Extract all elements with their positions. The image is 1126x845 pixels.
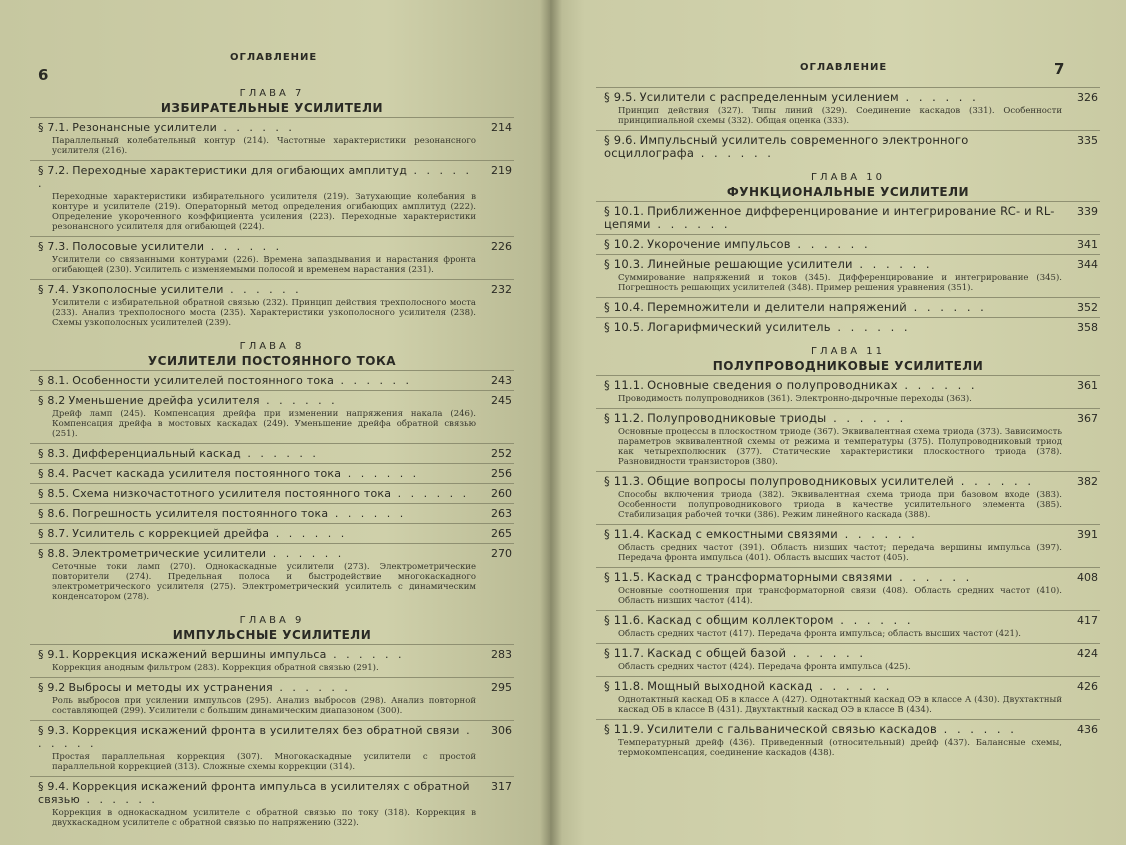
- section-summary: Температурный дрейф (436). Приведенный (относительный) дрейф (437). Балансные схемы, термокомпенсация, соединение каскадов (438).: [618, 738, 1062, 758]
- section-number: § 8.7.: [38, 527, 70, 540]
- section-summary: Область средних частот (424). Передача фронта импульса (425).: [618, 662, 911, 672]
- leader-dots: . . . . . .: [837, 527, 918, 541]
- leader-dots: . . . . . .: [38, 164, 472, 190]
- right-page-number: 7: [1054, 60, 1065, 78]
- page-reference: 352: [1077, 301, 1098, 314]
- section-summary: Суммирование напряжений и токов (345). Дифференцирование и интегрирование (345). Погрешность решающих усилителей (348). Пример решения уравнения (351).: [618, 273, 1062, 293]
- section-title: Выбросы и методы их устранения: [68, 681, 273, 694]
- section-number: § 8.6.: [38, 507, 70, 520]
- toc-entry: [30, 483, 514, 502]
- section-number: § 7.2.: [38, 164, 70, 177]
- chapter-label: ГЛАВА 9: [239, 615, 305, 626]
- section-number: § 11.8.: [604, 679, 645, 693]
- page-reference: 361: [1077, 379, 1098, 392]
- book-gutter: [540, 0, 562, 845]
- leader-dots: . . . . . .: [334, 374, 413, 387]
- left-running-header: ОГЛАВЛЕНИЕ: [230, 52, 318, 63]
- toc-entry: [30, 644, 514, 676]
- section-number: § 8.1.: [38, 374, 70, 387]
- section-title: Укорочение импульсов: [647, 237, 791, 251]
- leader-dots: . . . . . .: [328, 507, 407, 520]
- section-number: § 9.3.: [38, 724, 70, 737]
- chapter-title: ФУНКЦИОНАЛЬНЫЕ УСИЛИТЕЛИ: [726, 185, 970, 199]
- toc-entry-title: [38, 724, 476, 750]
- section-title: Усилители с распределенным усилением: [639, 90, 899, 104]
- section-title: Погрешность усилителя постоянного тока: [72, 507, 329, 520]
- section-title: Узкополосные усилители: [72, 283, 224, 296]
- section-number: § 9.6.: [604, 133, 637, 147]
- toc-entry: [30, 543, 514, 605]
- section-title: Схема низкочастотного усилителя постоянного тока: [72, 487, 392, 500]
- section-number: § 11.7.: [604, 646, 645, 660]
- toc-entry-title: [604, 614, 1062, 627]
- section-title: Полосовые усилители: [72, 240, 205, 253]
- leader-dots: . . . . . .: [341, 467, 420, 480]
- section-title: Перемножители и делители напряжений: [647, 300, 907, 314]
- toc-entry: [596, 317, 1100, 336]
- chapter-title: ПОЛУПРОВОДНИКОВЫЕ УСИЛИТЕЛИ: [712, 359, 984, 373]
- page-reference: 265: [491, 527, 512, 540]
- page-reference: 243: [491, 374, 512, 387]
- left-toc: [30, 78, 514, 831]
- section-number: § 11.3.: [604, 474, 645, 488]
- right-page: [550, 0, 1126, 845]
- page-reference: 263: [491, 507, 512, 520]
- section-title: Приближенное дифференцирование и интегрирование RC- и RL-цепями: [604, 204, 1055, 231]
- toc-entry: [596, 375, 1100, 407]
- toc-entry-title: [38, 164, 476, 190]
- section-title: Коррекция искажений фронта в усилителях без обратной связи: [72, 724, 460, 737]
- section-number: § 10.1.: [604, 204, 645, 218]
- section-number: § 9.1.: [38, 648, 70, 661]
- toc-entry: [30, 720, 514, 775]
- page-reference: 214: [491, 121, 512, 134]
- toc-entry: [596, 201, 1100, 233]
- section-number: § 10.2.: [604, 237, 645, 251]
- section-summary: Способы включения триода (382). Эквивалентная схема триода при базовом входе (383). Особенности полупроводникового триода в качестве усилительного элемента (385). Стабилизация рабочей точки (386). Режим линейного каскада (388).: [618, 490, 1062, 520]
- section-number: § 10.4.: [604, 300, 645, 314]
- leader-dots: . . . . . .: [204, 240, 283, 253]
- section-title: Усилители с гальванической связью каскадов: [647, 722, 937, 736]
- toc-entry: [596, 567, 1100, 609]
- toc-entry: [596, 676, 1100, 718]
- page-reference: 424: [1077, 647, 1098, 660]
- leader-dots: . . . . . .: [240, 447, 319, 460]
- toc-entry-title: [38, 681, 476, 694]
- section-number: § 8.5.: [38, 487, 70, 500]
- page-reference: 391: [1077, 528, 1098, 541]
- toc-entry-title: [604, 571, 1062, 584]
- chapter-heading: [596, 346, 1100, 373]
- leader-dots: . . . . . .: [830, 320, 911, 334]
- toc-entry: [596, 719, 1100, 761]
- toc-entry-title: [604, 528, 1062, 541]
- section-title: Логарифмический усилитель: [647, 320, 831, 334]
- toc-entry-title: [38, 527, 476, 540]
- toc-entry: [596, 524, 1100, 566]
- toc-entry-title: [604, 321, 1062, 334]
- leader-dots: . . . . . .: [266, 547, 345, 560]
- chapter-label: ГЛАВА 11: [810, 346, 886, 357]
- section-number: § 7.3.: [38, 240, 70, 253]
- section-number: § 7.1.: [38, 121, 70, 134]
- section-summary: Роль выбросов при усилении импульсов (295). Анализ выбросов (298). Анализ повторной составляющей (299). Усилители с большим динамическим диапазоном (300).: [52, 696, 476, 716]
- leader-dots: . . . . . .: [259, 394, 338, 407]
- chapter-heading: [30, 615, 514, 642]
- leader-dots: . . . . . .: [937, 722, 1017, 736]
- section-summary: Простая параллельная коррекция (307). Многокаскадные усилители с простой параллельной коррекцией (313). Сложные схемы коррекции (314).: [52, 752, 476, 772]
- section-title: Каскад с общей базой: [647, 646, 787, 660]
- section-summary: Усилители со связанными контурами (226). Времена запаздывания и нарастания фронта огибающей (230). Усилитель с изменяемыми полосой и временем нарастания (231).: [52, 255, 476, 275]
- page-reference: 219: [491, 164, 512, 177]
- leader-dots: . . . . . .: [898, 90, 979, 104]
- toc-entry: [596, 254, 1100, 296]
- toc-entry-title: [604, 379, 1062, 392]
- chapter-heading: [30, 88, 514, 115]
- chapter-heading: [30, 341, 514, 368]
- toc-entry-title: [38, 374, 476, 387]
- toc-entry: [596, 643, 1100, 675]
- section-title: Резонансные усилители: [72, 121, 217, 134]
- section-number: § 10.3.: [604, 257, 645, 271]
- section-summary: Коррекция в однокаскадном усилителе с обратной связью по току (318). Коррекция в двухкаскадном усилителе с обратной связью по напряжению (322).: [52, 808, 476, 828]
- section-title: Дифференциальный каскад: [72, 447, 241, 460]
- page-reference: 358: [1077, 321, 1098, 334]
- toc-entry: [30, 390, 514, 442]
- toc-entry: [30, 443, 514, 462]
- page-reference: 408: [1077, 571, 1098, 584]
- leader-dots: . . . . . .: [826, 411, 907, 425]
- toc-entry-title: [604, 412, 1062, 425]
- section-title: Уменьшение дрейфа усилителя: [68, 394, 260, 407]
- section-number: § 8.3.: [38, 447, 70, 460]
- toc-entry-title: [38, 121, 476, 134]
- toc-entry: [596, 87, 1100, 129]
- toc-entry: [30, 279, 514, 331]
- page-reference: 295: [491, 681, 512, 694]
- leader-dots: . . . . . .: [897, 378, 978, 392]
- section-title: Коррекция искажений вершины импульса: [72, 648, 327, 661]
- section-number: § 8.2: [38, 394, 66, 407]
- section-title: Каскад с емкостными связями: [647, 527, 838, 541]
- leader-dots: . . . . . .: [650, 217, 731, 231]
- leader-dots: . . . . . .: [906, 300, 987, 314]
- right-running-header: ОГЛАВЛЕНИЕ: [800, 62, 888, 73]
- toc-entry: [596, 471, 1100, 523]
- left-page: [0, 0, 550, 845]
- page-reference: 382: [1077, 475, 1098, 488]
- chapter-title: ИЗБИРАТЕЛЬНЫЕ УСИЛИТЕЛИ: [160, 101, 384, 115]
- section-title: Каскад с общим коллектором: [647, 613, 834, 627]
- leader-dots: . . . . . .: [954, 474, 1034, 488]
- toc-entry-title: [38, 447, 476, 460]
- toc-entry: [30, 503, 514, 522]
- section-summary: Область средних частот (417). Передача фронта импульса; область высших частот (421).: [618, 629, 1021, 639]
- page-reference: 367: [1077, 412, 1098, 425]
- page-reference: 339: [1077, 205, 1098, 218]
- chapter-label: ГЛАВА 7: [239, 88, 305, 99]
- section-number: § 11.1.: [604, 378, 645, 392]
- leader-dots: . . . . . .: [786, 646, 866, 660]
- section-title: Основные сведения о полупроводниках: [647, 378, 898, 392]
- page-reference: 326: [1077, 91, 1098, 104]
- toc-entry: [596, 234, 1100, 253]
- leader-dots: . . . . . .: [694, 146, 774, 160]
- toc-entry-title: [38, 487, 476, 500]
- toc-entry-title: [38, 283, 476, 296]
- toc-entry: [596, 297, 1100, 316]
- leader-dots: . . . . . .: [272, 681, 351, 694]
- toc-entry-title: [604, 238, 1062, 251]
- leader-dots: . . . . . .: [391, 487, 470, 500]
- section-number: § 10.5.: [604, 320, 645, 334]
- section-number: § 11.9.: [604, 722, 645, 736]
- leader-dots: . . . . . .: [326, 648, 405, 661]
- section-number: § 11.2.: [604, 411, 645, 425]
- toc-entry-title: [38, 394, 476, 407]
- toc-entry-title: [38, 780, 476, 806]
- section-title: Усилитель с коррекцией дрейфа: [72, 527, 270, 540]
- leader-dots: . . . . . .: [38, 724, 473, 750]
- section-summary: Основные процессы в плоскостном триоде (367). Эквивалентная схема триода (373). Зависимость параметров эквивалентной схемы от режима и температуры (375). Полупроводниковый триод как четырехполюсник (377). Статические характеристики плоскостного триода (378). Разновидности транзисторов (380).: [618, 427, 1062, 467]
- section-summary: Коррекция анодным фильтром (283). Коррекция обратной связью (291).: [52, 663, 379, 673]
- section-title: Полупроводниковые триоды: [647, 411, 827, 425]
- leader-dots: . . . . . .: [216, 121, 295, 134]
- page-reference: 306: [491, 724, 512, 737]
- leader-dots: . . . . . .: [812, 679, 893, 693]
- right-toc: [596, 86, 1100, 761]
- page-reference: 436: [1077, 723, 1098, 736]
- section-summary: Проводимость полупроводников (361). Электронно-дырочные переходы (363).: [618, 394, 972, 404]
- toc-entry: [596, 130, 1100, 162]
- toc-entry: [596, 408, 1100, 470]
- leader-dots: . . . . . .: [852, 257, 933, 271]
- page-reference: 426: [1077, 680, 1098, 693]
- toc-entry-title: [604, 134, 1062, 160]
- chapter-title: УСИЛИТЕЛИ ПОСТОЯННОГО ТОКА: [147, 354, 397, 368]
- toc-entry: [30, 236, 514, 278]
- section-summary: Переходные характеристики избирательного усилителя (219). Затухающие колебания в контуре и усилителе (219). Операторный метод определения огибающих амплитуд (222). Определение укороченного коэффициента усиления (223). Переходные характеристики резонансного усилителя для огибающей (224).: [52, 192, 476, 232]
- leader-dots: . . . . . .: [223, 283, 302, 296]
- page-reference: 344: [1077, 258, 1098, 271]
- section-title: Расчет каскада усилителя постоянного тока: [72, 467, 342, 480]
- page-reference: 417: [1077, 614, 1098, 627]
- page-reference: 260: [491, 487, 512, 500]
- toc-entry-title: [604, 205, 1062, 231]
- page-reference: 270: [491, 547, 512, 560]
- chapter-heading: [596, 172, 1100, 199]
- section-summary: Область средних частот (391). Область низших частот; передача вершины импульса (397). Передача фронта импульса (401). Область высших частот (405).: [618, 543, 1062, 563]
- section-number: § 7.4.: [38, 283, 70, 296]
- section-summary: Дрейф ламп (245). Компенсация дрейфа при изменении напряжения накала (246). Компенсация дрейфа в мостовых каскадах (249). Уменьшение дрейфа обратной связью (251).: [52, 409, 476, 439]
- page-reference: 226: [491, 240, 512, 253]
- section-number: § 9.2: [38, 681, 66, 694]
- toc-entry: [30, 523, 514, 542]
- section-summary: Усилители с избирательной обратной связью (232). Принцип действия трехполосного моста (233). Анализ трехполосного моста (235). Характеристики узкополосного усилителя (238). Схемы узкополосных усилителей (239).: [52, 298, 476, 328]
- toc-entry-title: [604, 680, 1062, 693]
- page-reference: 317: [491, 780, 512, 793]
- section-number: § 11.5.: [604, 570, 645, 584]
- section-number: § 11.4.: [604, 527, 645, 541]
- toc-entry-title: [38, 648, 476, 661]
- section-summary: Принцип действия (327). Типы линий (329). Соединение каскадов (331). Особенности принципиальной схемы (332). Общая оценка (333).: [618, 106, 1062, 126]
- section-title: Переходные характеристики для огибающих амплитуд: [72, 164, 408, 177]
- leader-dots: . . . . . .: [833, 613, 914, 627]
- section-summary: Основные соотношения при трансформаторной связи (408). Область средних частот (410). Область низших частот (414).: [618, 586, 1062, 606]
- toc-entry: [30, 160, 514, 235]
- section-number: § 9.5.: [604, 90, 637, 104]
- left-page-number: 6: [38, 66, 49, 84]
- section-summary: Однотактный каскад ОБ в классе А (427). Однотактный каскад ОЭ в классе А (430). Двухтактный каскад ОБ в классе В (431). Двухтактный каскад ОЭ в классе В (434).: [618, 695, 1062, 715]
- toc-entry-title: [38, 547, 476, 560]
- toc-entry-title: [604, 301, 1062, 314]
- toc-entry-title: [38, 507, 476, 520]
- section-summary: Параллельный колебательный контур (214). Частотные характеристики резонансного усилителя (216).: [52, 136, 476, 156]
- toc-entry: [30, 776, 514, 831]
- toc-entry: [596, 610, 1100, 642]
- section-title: Особенности усилителей постоянного тока: [72, 374, 335, 387]
- chapter-title: ИМПУЛЬСНЫЕ УСИЛИТЕЛИ: [172, 628, 372, 642]
- leader-dots: . . . . . .: [269, 527, 348, 540]
- page-reference: 252: [491, 447, 512, 460]
- page-reference: 335: [1077, 134, 1098, 147]
- section-title: Мощный выходной каскад: [647, 679, 813, 693]
- leader-dots: . . . . . .: [892, 570, 973, 584]
- section-number: § 9.4.: [38, 780, 70, 793]
- page-reference: 256: [491, 467, 512, 480]
- toc-entry-title: [604, 258, 1062, 271]
- section-title: Общие вопросы полупроводниковых усилителей: [647, 474, 955, 488]
- toc-entry-title: [604, 647, 1062, 660]
- leader-dots: . . . . . .: [79, 793, 158, 806]
- page-reference: 283: [491, 648, 512, 661]
- toc-entry-title: [604, 91, 1062, 104]
- toc-entry: [30, 370, 514, 389]
- page-reference: 232: [491, 283, 512, 296]
- section-title: Каскад с трансформаторными связями: [647, 570, 893, 584]
- leader-dots: . . . . . .: [790, 237, 871, 251]
- page-reference: 245: [491, 394, 512, 407]
- toc-entry: [30, 677, 514, 719]
- section-title: Электрометрические усилители: [72, 547, 267, 560]
- toc-entry-title: [38, 467, 476, 480]
- chapter-label: ГЛАВА 8: [239, 341, 305, 352]
- toc-entry: [30, 463, 514, 482]
- toc-entry-title: [604, 723, 1062, 736]
- section-number: § 8.8.: [38, 547, 70, 560]
- chapter-label: ГЛАВА 10: [810, 172, 886, 183]
- section-summary: Сеточные токи ламп (270). Однокаскадные усилители (273). Электрометрические повторители (274). Предельная полоса и быстродействие многокаскадного электрометрического усилителя (275). Электрометрический усилитель с динамическим конденсатором (278).: [52, 562, 476, 602]
- toc-entry-title: [604, 475, 1062, 488]
- page-reference: 341: [1077, 238, 1098, 251]
- section-number: § 8.4.: [38, 467, 70, 480]
- toc-entry-title: [38, 240, 476, 253]
- section-title: Импульсный усилитель современного электронного осциллографа: [604, 133, 969, 160]
- section-title: Коррекция искажений фронта импульса в усилителях с обратной связью: [38, 780, 470, 806]
- toc-entry: [30, 117, 514, 159]
- section-number: § 11.6.: [604, 613, 645, 627]
- section-title: Линейные решающие усилители: [647, 257, 853, 271]
